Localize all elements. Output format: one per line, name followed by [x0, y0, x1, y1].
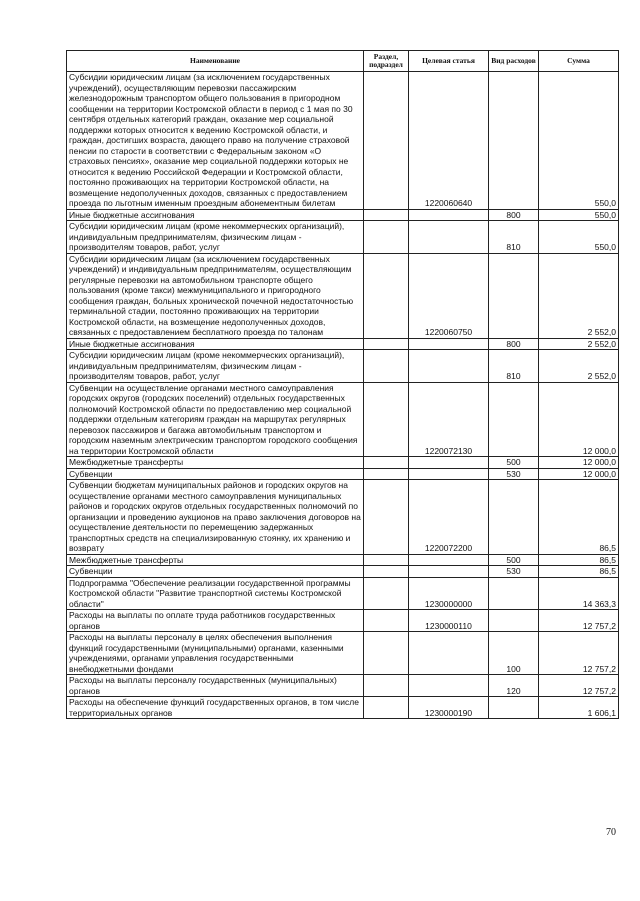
- cell-section: [364, 468, 409, 480]
- cell-target: 1220072130: [409, 382, 489, 457]
- cell-section: [364, 209, 409, 221]
- cell-kind: 120: [489, 675, 539, 697]
- table-row: [67, 566, 619, 578]
- cell-kind: 100: [489, 632, 539, 675]
- cell-section: [364, 610, 409, 632]
- cell-target: [409, 566, 489, 578]
- cell-name: Межбюджетные трансферты: [67, 554, 364, 566]
- header-kind: Вид расходов: [489, 51, 539, 72]
- cell-target: [409, 221, 489, 254]
- cell-kind: [489, 253, 539, 338]
- table-header-row: [67, 51, 619, 72]
- cell-section: [364, 675, 409, 697]
- cell-target: 1220072200: [409, 480, 489, 555]
- cell-name: Субсидии юридическим лицам (за исключением государственных учреждений), осуществляющим перевозки пассажирским железнодорожным транспортом общего пользования в пригородном сообщении на территории Костромской области в период с 1 мая по 30 сентября отдельных категорий граждан, оказание мер социальной поддержки которых относится к ведению Костромской области, и граждан, достигших возраста, дающего право на получение страховой пенсии по старости в соответствии с Федеральным законом «О страховых пенсиях», оказание мер социальной поддержки которых не относится к ведению Российской Федерации и Костромской области, постоянно проживающих на территории Костромской области, на возмещение недополученных доходов, связанных с предоставлением проезда по льготным именным проездным абонементным билетам: [67, 72, 364, 210]
- table-row: [67, 457, 619, 469]
- header-section: Раздел, подраздел: [364, 51, 409, 72]
- cell-target: [409, 632, 489, 675]
- cell-kind: 800: [489, 338, 539, 350]
- cell-target: [409, 554, 489, 566]
- budget-table: [66, 50, 619, 719]
- cell-sum: 550,0: [539, 221, 619, 254]
- cell-sum: 86,5: [539, 566, 619, 578]
- table-row: [67, 338, 619, 350]
- cell-sum: 12 757,2: [539, 610, 619, 632]
- cell-name: Расходы на выплаты персоналу государственных (муниципальных) органов: [67, 675, 364, 697]
- cell-kind: [489, 382, 539, 457]
- table-row: [67, 610, 619, 632]
- cell-kind: 500: [489, 554, 539, 566]
- cell-target: 1220060640: [409, 72, 489, 210]
- cell-name: Расходы на выплаты персоналу в целях обеспечения выполнения функций государственными (муниципальными) органами, казенными учреждениями, органами управления государственными внебюджетными фондами: [67, 632, 364, 675]
- cell-name: Субсидии юридическим лицам (кроме некоммерческих организаций), индивидуальным предпринимателям, физическим лицам - производителям товаров, работ, услуг: [67, 221, 364, 254]
- cell-section: [364, 72, 409, 210]
- cell-sum: 550,0: [539, 72, 619, 210]
- table-row: [67, 697, 619, 719]
- header-target: Целевая статья: [409, 51, 489, 72]
- table-row: [67, 480, 619, 555]
- table-row: [67, 577, 619, 610]
- cell-section: [364, 253, 409, 338]
- cell-target: 1230000000: [409, 577, 489, 610]
- cell-sum: 2 552,0: [539, 338, 619, 350]
- cell-sum: 2 552,0: [539, 350, 619, 383]
- cell-kind: 530: [489, 566, 539, 578]
- table-row: [67, 675, 619, 697]
- cell-sum: 12 757,2: [539, 632, 619, 675]
- cell-name: Расходы на выплаты по оплате труда работников государственных органов: [67, 610, 364, 632]
- cell-section: [364, 577, 409, 610]
- cell-kind: 810: [489, 221, 539, 254]
- cell-section: [364, 338, 409, 350]
- cell-sum: 86,5: [539, 480, 619, 555]
- cell-target: [409, 675, 489, 697]
- cell-name: Иные бюджетные ассигнования: [67, 338, 364, 350]
- cell-kind: [489, 72, 539, 210]
- cell-sum: 14 363,3: [539, 577, 619, 610]
- cell-kind: 500: [489, 457, 539, 469]
- header-name: Наименование: [67, 51, 364, 72]
- page-number: 70: [606, 827, 616, 838]
- cell-target: 1220060750: [409, 253, 489, 338]
- cell-section: [364, 697, 409, 719]
- cell-sum: 12 757,2: [539, 675, 619, 697]
- cell-target: [409, 209, 489, 221]
- cell-name: Межбюджетные трансферты: [67, 457, 364, 469]
- cell-target: [409, 350, 489, 383]
- cell-name: Иные бюджетные ассигнования: [67, 209, 364, 221]
- cell-kind: 810: [489, 350, 539, 383]
- table-row: [67, 468, 619, 480]
- table-row: [67, 350, 619, 383]
- cell-section: [364, 480, 409, 555]
- header-sum: Сумма: [539, 51, 619, 72]
- table-row: [67, 253, 619, 338]
- cell-sum: 12 000,0: [539, 468, 619, 480]
- cell-sum: 12 000,0: [539, 382, 619, 457]
- cell-kind: [489, 610, 539, 632]
- table-row: [67, 72, 619, 210]
- cell-kind: [489, 577, 539, 610]
- table-row: [67, 554, 619, 566]
- table-row: [67, 209, 619, 221]
- cell-section: [364, 457, 409, 469]
- cell-name: Субвенции бюджетам муниципальных районов и городских округов на осуществление органами местного самоуправления муниципальных районов и городских округов отдельных государственных полномочий по организации и проведению аукционов на право заключения договоров на осуществление деятельности по перемещению задержанных транспортных средств на специализированную стоянку, их хранению и возврату: [67, 480, 364, 555]
- cell-name: Субсидии юридическим лицам (кроме некоммерческих организаций), индивидуальным предпринимателям, физическим лицам - производителям товаров, работ, услуг: [67, 350, 364, 383]
- cell-target: [409, 468, 489, 480]
- cell-name: Субвенции на осуществление органами местного самоуправления городских округов (городских поселений) отдельных государственных полномочий Костромской области по предоставлению мер социальной поддержки отдельным категориям граждан на маршрутах регулярных перевозок пассажиров и багажа автомобильным транспортом и городским наземным электрическим транспортом городского сообщения на территории Костромской области: [67, 382, 364, 457]
- cell-target: 1230000190: [409, 697, 489, 719]
- cell-sum: 2 552,0: [539, 253, 619, 338]
- cell-section: [364, 350, 409, 383]
- cell-kind: [489, 480, 539, 555]
- cell-target: [409, 338, 489, 350]
- cell-section: [364, 221, 409, 254]
- table-row: [67, 382, 619, 457]
- cell-name: Расходы на обеспечение функций государственных органов, в том числе территориальных органов: [67, 697, 364, 719]
- table-row: [67, 632, 619, 675]
- cell-name: Субвенции: [67, 468, 364, 480]
- cell-target: 1230000110: [409, 610, 489, 632]
- cell-section: [364, 382, 409, 457]
- table-body: [67, 72, 619, 719]
- cell-target: [409, 457, 489, 469]
- cell-sum: 86,5: [539, 554, 619, 566]
- cell-sum: 1 606,1: [539, 697, 619, 719]
- cell-kind: 800: [489, 209, 539, 221]
- cell-name: Субвенции: [67, 566, 364, 578]
- cell-sum: 550,0: [539, 209, 619, 221]
- cell-name: Подпрограмма "Обеспечение реализации государственной программы Костромской области "Развитие транспортной системы Костромской области": [67, 577, 364, 610]
- cell-section: [364, 566, 409, 578]
- cell-sum: 12 000,0: [539, 457, 619, 469]
- cell-kind: [489, 697, 539, 719]
- cell-name: Субсидии юридическим лицам (за исключением государственных учреждений) и индивидуальным предпринимателям, осуществляющим регулярные перевозки на автомобильном транспорте общего пользования (кроме такси) межмуниципального и пригородного сообщения граждан, больных хронической почечной недостаточностью терминальной стадии, постоянно проживающих на территории Костромской области, на возмещение недополученных доходов, связанных с предоставлением бесплатного проезда по талонам: [67, 253, 364, 338]
- cell-section: [364, 632, 409, 675]
- table-row: [67, 221, 619, 254]
- cell-section: [364, 554, 409, 566]
- cell-kind: 530: [489, 468, 539, 480]
